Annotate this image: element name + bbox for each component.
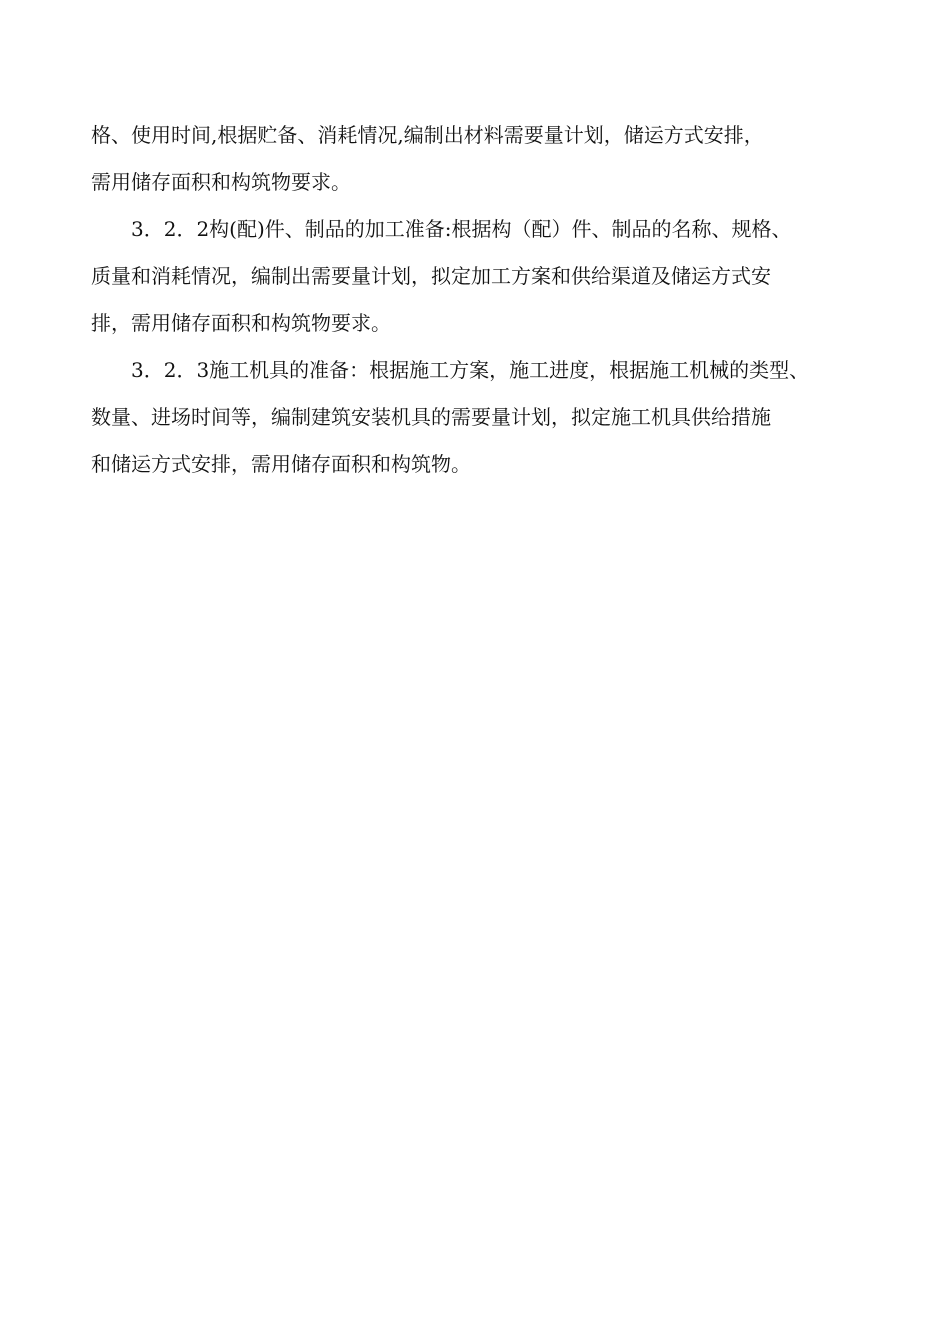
text-line: 格、使用时间,根据贮备、消耗情况,编制出材料需要量计划，储运方式安排， xyxy=(91,123,764,147)
text-line: 和储运方式安排，需用储存面积和构筑物。 xyxy=(91,452,471,476)
section-3-2-3-line: 3．2．3施工机具的准备：根据施工方案，施工进度，根据施工机械的类型、 xyxy=(131,358,810,382)
section-3-2-2-line: 3．2．2构(配)件、制品的加工准备:根据构（配）件、制品的名称、规格、 xyxy=(131,217,792,241)
text-line: 需用储存面积和构筑物要求。 xyxy=(91,170,351,194)
text-line: 质量和消耗情况，编制出需要量计划，拟定加工方案和供给渠道及储运方式安 xyxy=(91,264,771,288)
text-line: 数量、进场时间等，编制建筑安装机具的需要量计划，拟定施工机具供给措施 xyxy=(91,405,771,429)
text-line: 排，需用储存面积和构筑物要求。 xyxy=(91,311,391,335)
body-text xyxy=(91,112,891,488)
